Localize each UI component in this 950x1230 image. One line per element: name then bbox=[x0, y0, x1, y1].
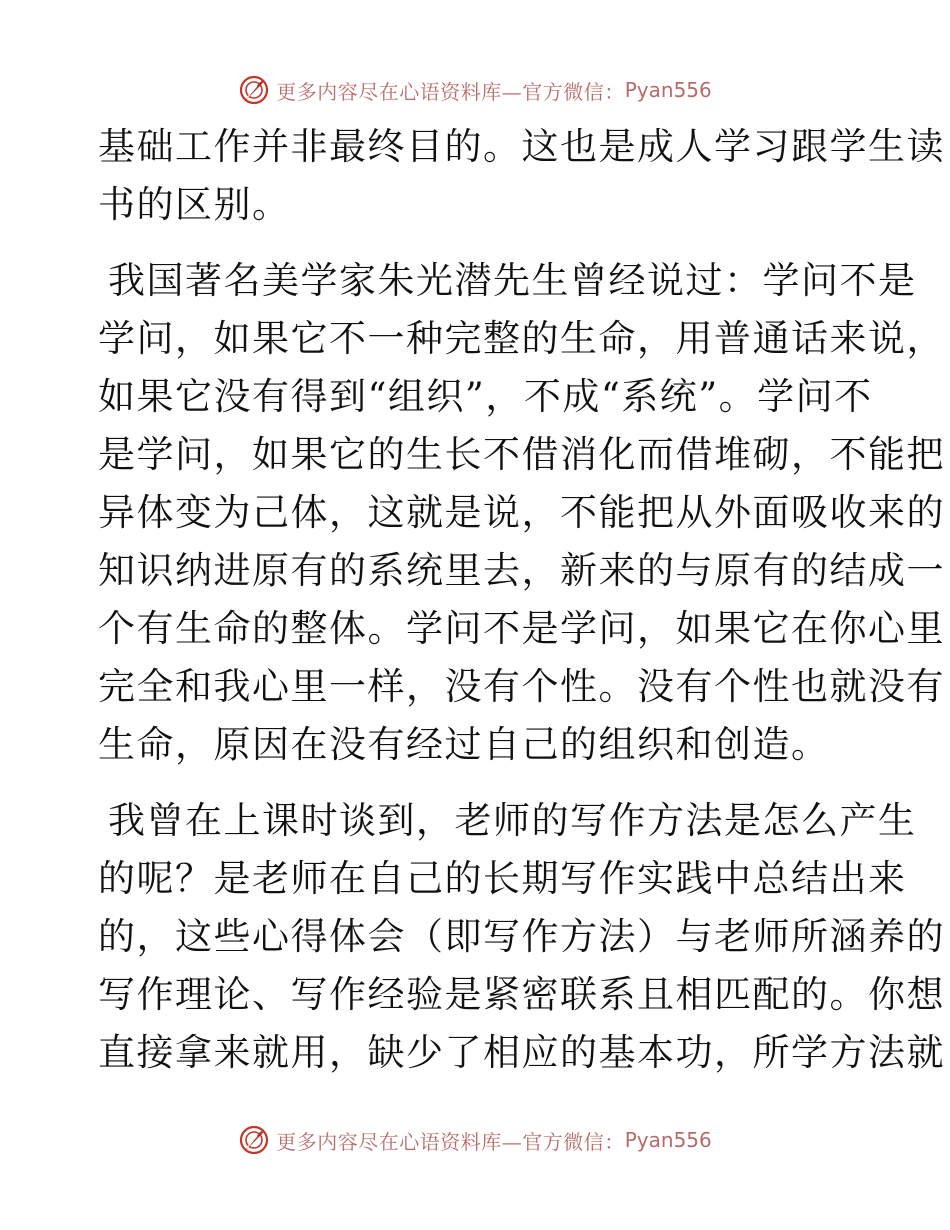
header-watermark bbox=[0, 70, 950, 110]
text-line: 学问，如果它不一种完整的生命，用普通话来说， bbox=[98, 317, 945, 360]
text-line: 我曾在上课时谈到，老师的写作方法是怎么产生 bbox=[108, 799, 917, 842]
text-line: 如果它没有得到“组织”，不成“系统”。学问不 bbox=[98, 375, 873, 418]
text-line: 的，这些心得体会（即写作方法）与老师所涵养的 bbox=[98, 915, 945, 958]
text-line: 生命，原因在没有经过自己的组织和创造。 bbox=[98, 723, 830, 766]
paragraph bbox=[98, 792, 945, 1082]
footer-watermark bbox=[0, 1120, 950, 1160]
text-line: 的呢？是老师在自己的长期写作实践中总结出来 bbox=[98, 857, 907, 900]
paragraph bbox=[98, 252, 945, 774]
text-line: 基础工作并非最终目的。这也是成人学习跟学生读 bbox=[98, 125, 945, 168]
text-line: 个有生命的整体。学问不是学问，如果它在你心里 bbox=[98, 607, 945, 650]
text-line: 直接拿来就用，缺少了相应的基本功，所学方法就 bbox=[98, 1031, 945, 1074]
watermark-wechat-id: Pyan556 bbox=[624, 78, 712, 102]
text-line: 写作理论、写作经验是紧密联系且相匹配的。你想 bbox=[98, 973, 945, 1016]
text-line: 我国著名美学家朱光潜先生曾经说过：学问不是 bbox=[108, 259, 917, 302]
text-line: 知识纳进原有的系统里去，新来的与原有的结成一 bbox=[98, 549, 945, 592]
text-line: 异体变为己体，这就是说，不能把从外面吸收来的 bbox=[98, 491, 945, 534]
watermark-wechat-id: Pyan556 bbox=[624, 1128, 712, 1152]
watermark-text: 更多内容尽在心语资料库—官方微信： bbox=[276, 79, 625, 104]
quill-logo-icon bbox=[238, 1124, 270, 1156]
watermark-text: 更多内容尽在心语资料库—官方微信： bbox=[276, 1129, 625, 1154]
text-line: 完全和我心里一样，没有个性。没有个性也就没有 bbox=[98, 665, 945, 708]
quill-logo-icon bbox=[238, 74, 270, 106]
text-line: 是学问，如果它的生长不借消化而借堆砌，不能把 bbox=[98, 433, 945, 476]
paragraph bbox=[98, 118, 945, 234]
document-body bbox=[98, 118, 945, 1100]
text-line: 书的区别。 bbox=[98, 183, 291, 226]
